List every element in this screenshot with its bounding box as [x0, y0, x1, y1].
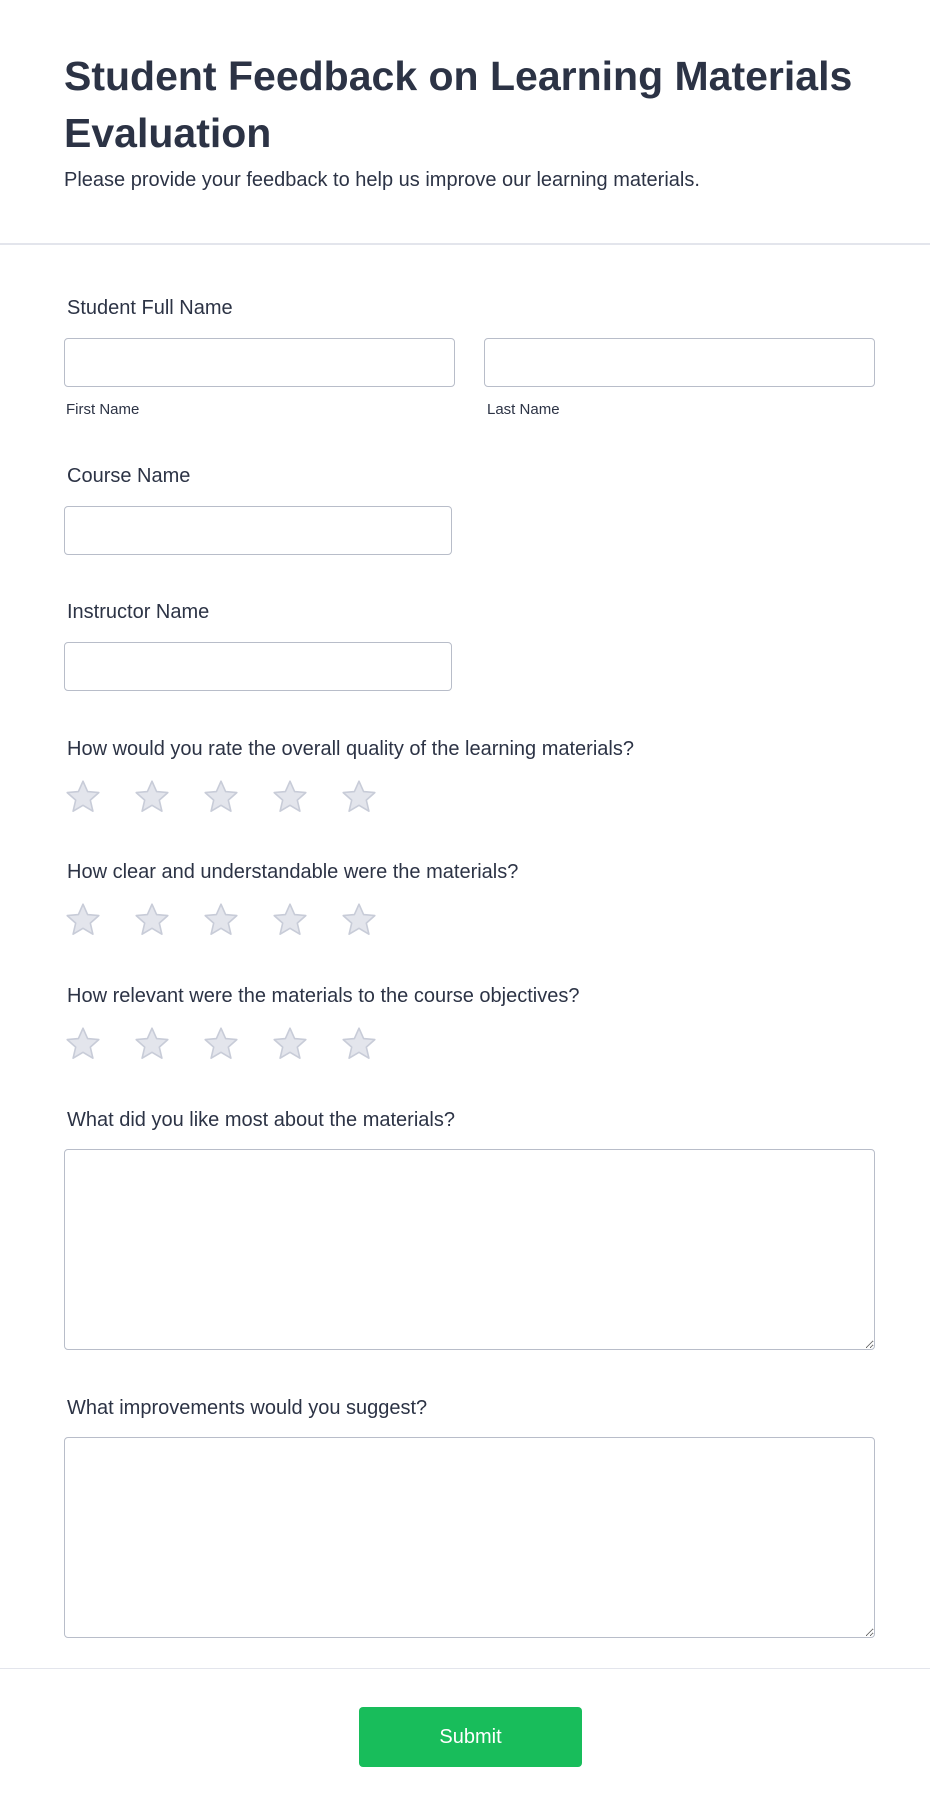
star-icon[interactable] [133, 1025, 171, 1063]
improvements-label: What improvements would you suggest? [67, 1397, 428, 1419]
rating-clarity-stars [64, 901, 378, 941]
full-name-label: Student Full Name [67, 297, 233, 319]
rating-relevance-label: How relevant were the materials to the course objectives? [67, 985, 580, 1007]
rating-relevance-stars [64, 1025, 378, 1065]
form-header [0, 0, 930, 245]
star-icon[interactable] [64, 778, 102, 816]
star-icon[interactable] [340, 901, 378, 939]
liked-most-label: What did you like most about the materials? [67, 1109, 455, 1131]
instructor-name-label: Instructor Name [67, 601, 210, 623]
first-name-sublabel: First Name [66, 401, 140, 418]
star-icon[interactable] [271, 778, 309, 816]
star-icon[interactable] [340, 1025, 378, 1063]
star-icon[interactable] [202, 901, 240, 939]
course-name-input[interactable] [64, 506, 452, 555]
form-description: Please provide your feedback to help us improve our learning materials. [64, 169, 700, 191]
star-icon[interactable] [64, 901, 102, 939]
instructor-name-input[interactable] [64, 642, 452, 691]
star-icon[interactable] [133, 778, 171, 816]
course-name-label: Course Name [67, 465, 191, 487]
star-icon[interactable] [133, 901, 171, 939]
rating-clarity-label: How clear and understandable were the materials? [67, 861, 519, 883]
liked-most-textarea[interactable] [64, 1149, 875, 1350]
rating-quality-label: How would you rate the overall quality of the learning materials? [67, 738, 634, 760]
footer-divider [0, 1668, 930, 1669]
form-title: Student Feedback on Learning Materials Evaluation [64, 53, 853, 156]
improvements-textarea[interactable] [64, 1437, 875, 1638]
star-icon[interactable] [64, 1025, 102, 1063]
star-icon[interactable] [271, 1025, 309, 1063]
last-name-input[interactable] [484, 338, 875, 387]
star-icon[interactable] [202, 778, 240, 816]
first-name-input[interactable] [64, 338, 455, 387]
star-icon[interactable] [271, 901, 309, 939]
last-name-sublabel: Last Name [487, 401, 560, 418]
submit-button[interactable]: Submit [359, 1707, 582, 1767]
star-icon[interactable] [340, 778, 378, 816]
rating-quality-stars [64, 778, 378, 818]
star-icon[interactable] [202, 1025, 240, 1063]
